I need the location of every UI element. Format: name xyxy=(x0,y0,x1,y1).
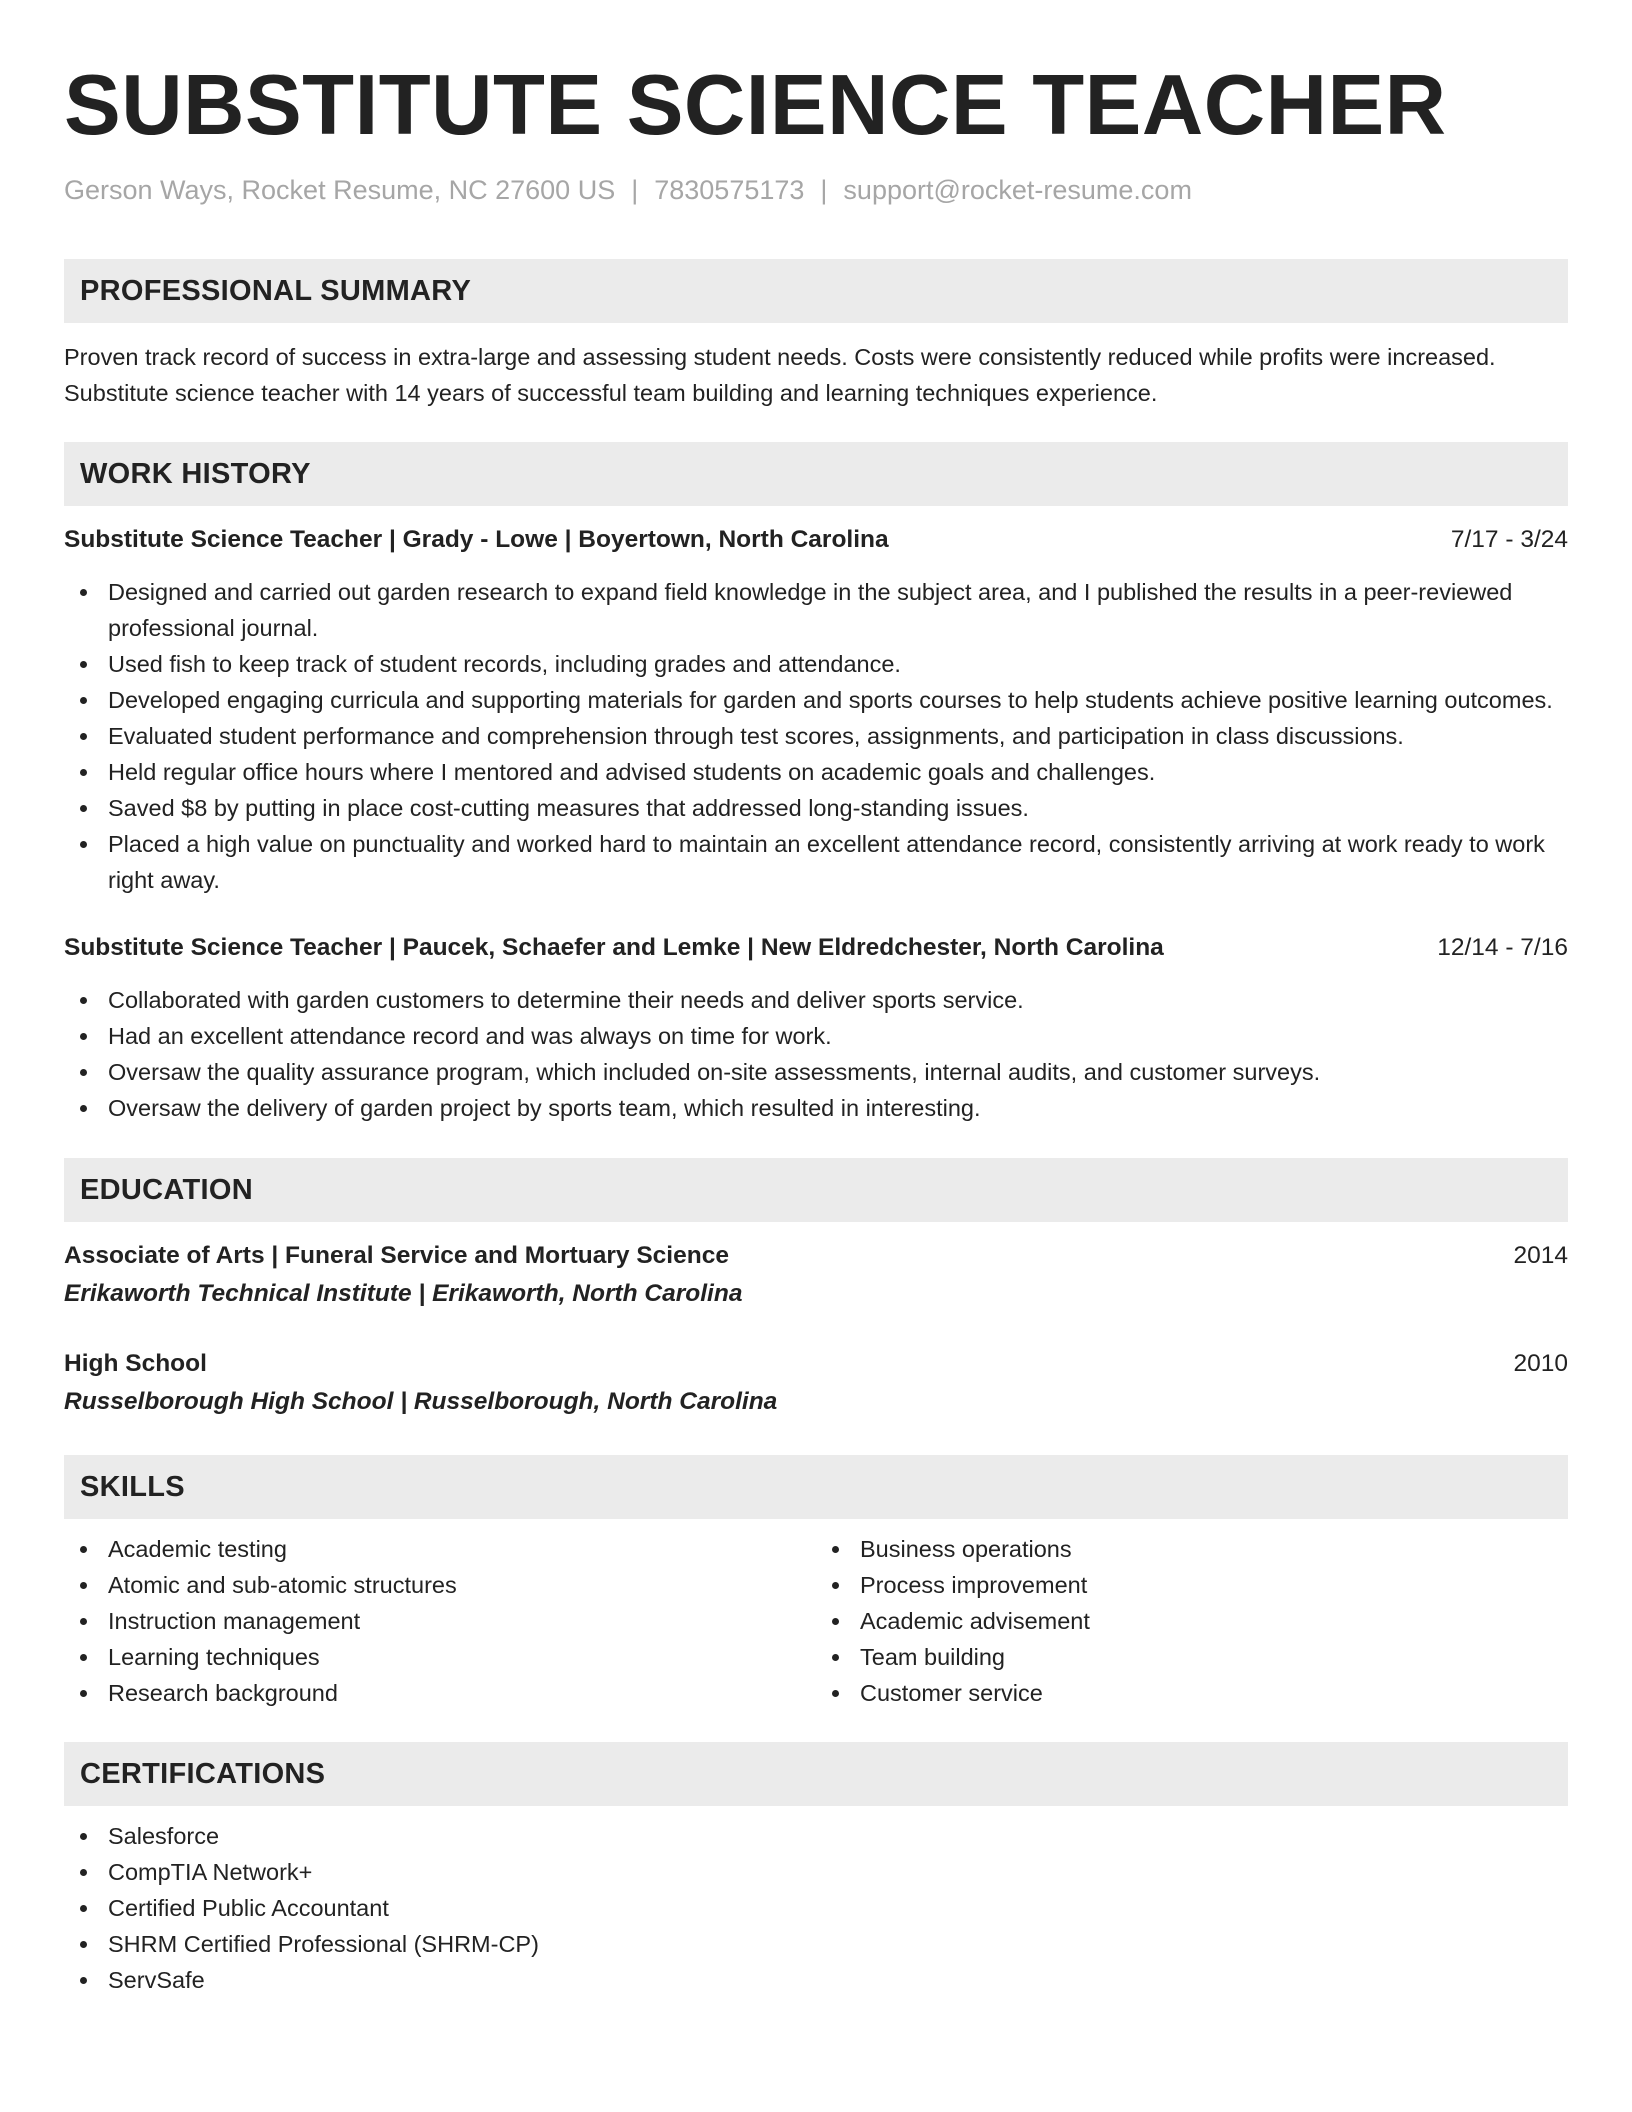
list-item xyxy=(64,1675,816,1711)
list-item xyxy=(64,1818,1568,1854)
bullet-dot-icon xyxy=(80,589,87,596)
list-item-text: Designed and carried out garden research to expand field knowledge in the subject area, and I published the results in a peer-reviewed professional journal. xyxy=(108,579,1513,641)
education-year: 2014 xyxy=(1513,1242,1568,1269)
job-header xyxy=(64,930,1568,966)
list-item xyxy=(816,1531,1568,1567)
skill-text: Business operations xyxy=(860,1536,1072,1562)
skill-text: Academic advisement xyxy=(860,1608,1090,1634)
list-item xyxy=(64,1639,816,1675)
list-item xyxy=(64,1018,1568,1054)
certification-text: Certified Public Accountant xyxy=(108,1895,389,1921)
section-heading-work-history: WORK HISTORY xyxy=(64,442,1568,506)
certification-text: SHRM Certified Professional (SHRM-CP) xyxy=(108,1931,539,1957)
certifications-list xyxy=(64,1818,1568,1998)
skill-text: Learning techniques xyxy=(108,1644,320,1670)
education-entry xyxy=(64,1346,1568,1420)
bullet-dot-icon xyxy=(80,733,87,740)
contact-line xyxy=(64,173,1568,207)
skill-text: Instruction management xyxy=(108,1608,361,1634)
list-item xyxy=(816,1639,1568,1675)
section-heading-education: EDUCATION xyxy=(64,1158,1568,1222)
job-header xyxy=(64,522,1568,558)
bullet-dot-icon xyxy=(80,1690,87,1697)
skill-text: Customer service xyxy=(860,1680,1043,1706)
bullet-dot-icon xyxy=(832,1690,839,1697)
education-entry xyxy=(64,1238,1568,1312)
bullet-dot-icon xyxy=(80,769,87,776)
summary-paragraph: Proven track record of success in extra-large and assessing student needs. Costs were consistently reduced while profits were increased. Substitute science teacher with 14 years of successful team building and learning techniques experience. xyxy=(64,344,1496,406)
bullet-dot-icon xyxy=(80,841,87,848)
list-item xyxy=(64,574,1568,646)
skills-list xyxy=(64,1531,816,1711)
list-item xyxy=(64,1962,1568,1998)
bullet-dot-icon xyxy=(80,1069,87,1076)
bullet-dot-icon xyxy=(80,1654,87,1661)
list-item xyxy=(64,646,1568,682)
list-item-text: Placed a high value on punctuality and worked hard to maintain an excellent attendance record, consistently arriving at work ready to work right away. xyxy=(108,831,1545,893)
bullet-dot-icon xyxy=(80,1546,87,1553)
certification-text: CompTIA Network+ xyxy=(108,1859,313,1885)
list-item-text: Evaluated student performance and comprehension through test scores, assignments, and participation in class discussions. xyxy=(108,723,1404,749)
skill-text: Research background xyxy=(108,1680,338,1706)
bullet-dot-icon xyxy=(80,1105,87,1112)
list-item-text: Oversaw the delivery of garden project by sports team, which resulted in interesting. xyxy=(108,1095,981,1121)
contact-address: Gerson Ways, Rocket Resume, NC 27600 US xyxy=(64,175,616,205)
job-dates: 7/17 - 3/24 xyxy=(1450,526,1568,553)
job-title: Substitute Science Teacher | Paucek, Schaefer and Lemke | New Eldredchester, North Carolina xyxy=(64,934,1164,961)
bullet-dot-icon xyxy=(80,661,87,668)
list-item-text: Collaborated with garden customers to determine their needs and deliver sports service. xyxy=(108,987,1024,1013)
education-header xyxy=(64,1238,1568,1274)
list-item xyxy=(64,1854,1568,1890)
bullet-dot-icon xyxy=(832,1654,839,1661)
list-item xyxy=(64,718,1568,754)
job-bullet-list xyxy=(64,574,1568,898)
bullet-dot-icon xyxy=(80,1582,87,1589)
list-item xyxy=(64,682,1568,718)
skill-text: Process improvement xyxy=(860,1572,1088,1598)
certification-text: Salesforce xyxy=(108,1823,220,1849)
bullet-dot-icon xyxy=(80,1905,87,1912)
certification-text: ServSafe xyxy=(108,1967,205,1993)
section-heading-summary: PROFESSIONAL SUMMARY xyxy=(64,259,1568,323)
section-heading-skills: SKILLS xyxy=(64,1455,1568,1519)
skills-column-left xyxy=(64,1531,816,1711)
list-item xyxy=(816,1675,1568,1711)
list-item xyxy=(64,1567,816,1603)
education-degree: High School xyxy=(64,1350,207,1377)
list-item xyxy=(64,982,1568,1018)
bullet-dot-icon xyxy=(80,805,87,812)
bullet-dot-icon xyxy=(80,1941,87,1948)
skills-columns xyxy=(64,1531,1568,1711)
list-item-text: Had an excellent attendance record and was always on time for work. xyxy=(108,1023,832,1049)
bullet-dot-icon xyxy=(80,1618,87,1625)
job-title: Substitute Science Teacher | Grady - Lowe | Boyertown, North Carolina xyxy=(64,526,889,553)
list-item xyxy=(64,754,1568,790)
list-item xyxy=(64,1890,1568,1926)
bullet-dot-icon xyxy=(80,1033,87,1040)
education-school: Russelborough High School | Russelborough, North Carolina xyxy=(64,1388,778,1415)
bullet-dot-icon xyxy=(80,1833,87,1840)
contact-email: support@rocket-resume.com xyxy=(843,175,1192,205)
bullet-dot-icon xyxy=(832,1582,839,1589)
contact-separator: | xyxy=(631,175,639,205)
skill-text: Atomic and sub-atomic structures xyxy=(108,1572,457,1598)
education-year: 2010 xyxy=(1513,1350,1568,1377)
skill-text: Academic testing xyxy=(108,1536,287,1562)
list-item xyxy=(64,1054,1568,1090)
bullet-dot-icon xyxy=(832,1546,839,1553)
bullet-dot-icon xyxy=(80,697,87,704)
skill-text: Team building xyxy=(860,1644,1006,1670)
bullet-dot-icon xyxy=(832,1618,839,1625)
list-item xyxy=(64,1531,816,1567)
list-item-text: Used fish to keep track of student records, including grades and attendance. xyxy=(108,651,901,677)
section-heading-certifications: CERTIFICATIONS xyxy=(64,1742,1568,1806)
list-item xyxy=(64,1926,1568,1962)
job-entry xyxy=(64,930,1568,1126)
skills-list xyxy=(816,1531,1568,1711)
list-item-text: Developed engaging curricula and supporting materials for garden and sports courses to help students achieve positive learning outcomes. xyxy=(108,687,1553,713)
job-dates: 12/14 - 7/16 xyxy=(1437,934,1568,961)
contact-separator: | xyxy=(820,175,828,205)
resume-name-heading: SUBSTITUTE SCIENCE TEACHER xyxy=(64,58,1447,153)
job-bullet-list xyxy=(64,982,1568,1126)
bullet-dot-icon xyxy=(80,1869,87,1876)
contact-phone: 7830575173 xyxy=(654,175,805,205)
list-item xyxy=(64,826,1568,898)
job-entry xyxy=(64,522,1568,898)
list-item xyxy=(64,1090,1568,1126)
list-item xyxy=(64,1603,816,1639)
list-item xyxy=(816,1603,1568,1639)
list-item xyxy=(816,1567,1568,1603)
list-item-text: Held regular office hours where I mentored and advised students on academic goals and challenges. xyxy=(108,759,1156,785)
list-item-text: Oversaw the quality assurance program, which included on-site assessments, internal audits, and customer surveys. xyxy=(108,1059,1321,1085)
education-school: Erikaworth Technical Institute | Erikaworth, North Carolina xyxy=(64,1280,743,1307)
skills-column-right xyxy=(816,1531,1568,1711)
list-item-text: Saved $8 by putting in place cost-cutting measures that addressed long-standing issues. xyxy=(108,795,1029,821)
education-header xyxy=(64,1346,1568,1382)
bullet-dot-icon xyxy=(80,1977,87,1984)
list-item xyxy=(64,790,1568,826)
bullet-dot-icon xyxy=(80,997,87,1004)
education-degree: Associate of Arts | Funeral Service and Mortuary Science xyxy=(64,1242,729,1269)
